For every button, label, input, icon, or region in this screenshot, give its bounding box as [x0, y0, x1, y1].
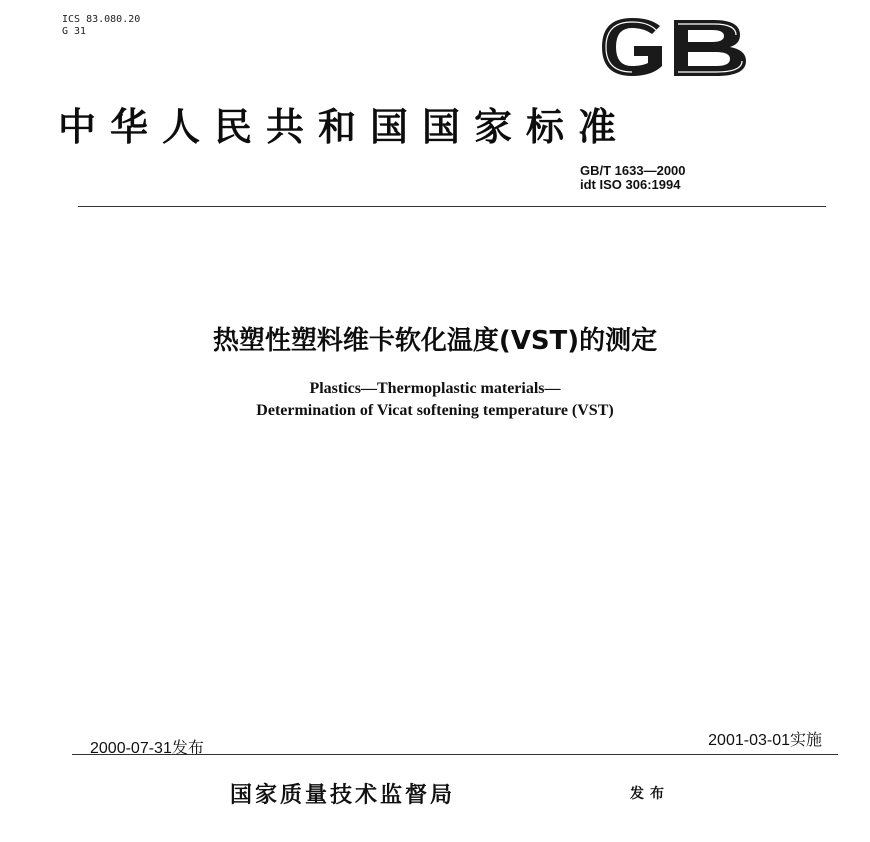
document-title-chinese: 热塑性塑料维卡软化温度(VST)的测定	[212, 326, 658, 356]
issuer-suffix: 发布	[630, 786, 670, 802]
english-title-line-2: Determination of Vicat softening temperature (VST)	[256, 402, 614, 419]
document-title-english	[0, 378, 870, 422]
implementation-date: 2001-03-01实施	[708, 732, 822, 749]
standard-number-block	[580, 164, 686, 192]
header-divider	[78, 206, 826, 207]
gb-logo	[590, 16, 760, 78]
issuing-authority: 国家质量技术监督局	[230, 782, 456, 808]
ics-code: ICS 83.080.20	[62, 14, 141, 25]
standard-type-title: 中华人民共和国国家标准	[58, 104, 631, 149]
international-equivalence: idt ISO 306:1994	[580, 177, 681, 192]
standard-number: GB/T 1633—2000	[580, 163, 686, 178]
classification-codes	[62, 14, 140, 38]
class-code: G 31	[62, 26, 87, 37]
footer-divider	[72, 754, 838, 755]
english-title-line-1: Plastics—Thermoplastic materials—	[309, 380, 561, 397]
issue-date: 2000-07-31发布	[90, 740, 204, 757]
